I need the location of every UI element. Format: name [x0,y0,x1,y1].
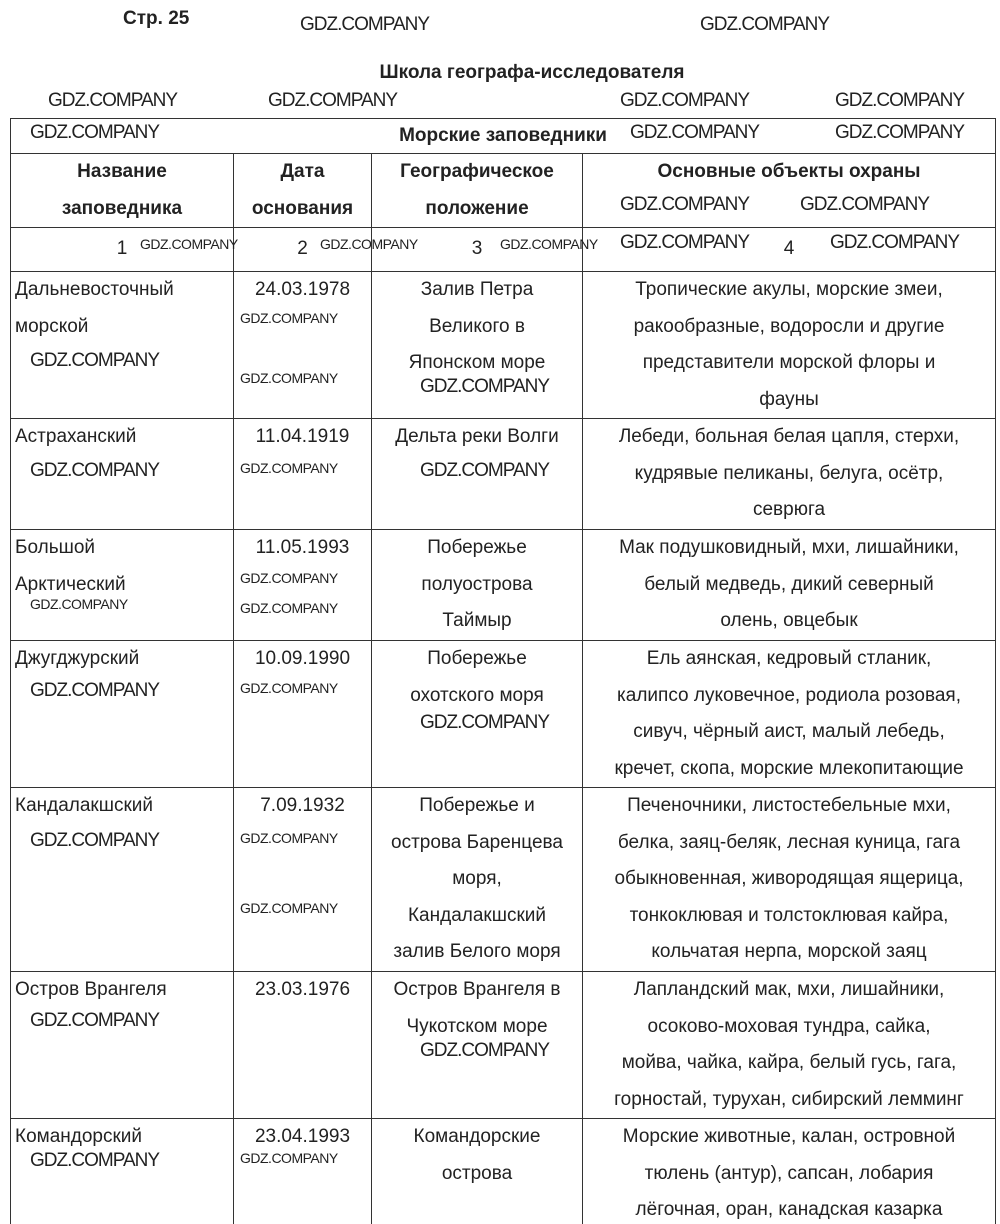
reserve-name: Джугджурский [11,641,234,788]
reserve-name: Дальневосточный морской [11,272,234,419]
reserve-name: Командорский [11,1119,234,1224]
protected-objects: Морские животные, калан, островной тюлень (антур), сапсан, лобария лёгочная, оран, канадская казарка [583,1119,996,1224]
watermark: GDZ.COMPANY [420,1040,550,1061]
table-row [11,972,996,1119]
watermark: GDZ.COMPANY [420,460,550,481]
geographic-location: Побережье охотского моря [372,641,583,788]
watermark: GDZ.COMPANY [320,236,418,252]
watermark: GDZ.COMPANY [835,122,965,143]
column-number: 3 [372,228,583,272]
watermark: GDZ.COMPANY [30,596,128,612]
watermark: GDZ.COMPANY [830,232,960,253]
geographic-location: Побережье полуострова Таймыр [372,530,583,641]
column-number: 2 [234,228,372,272]
page-number: Стр. 25 [123,8,190,29]
geographic-location: Побережье и острова Баренцева моря, Кандалакшский залив Белого моря [372,788,583,972]
watermark: GDZ.COMPANY [48,90,178,111]
header-location: Географическое положение [372,154,583,228]
reserve-name: Кандалакшский [11,788,234,972]
protected-objects: Лапландский мак, мхи, лишайники, осоково-моховая тундра, сайка, мойва, чайка, кайра, белый гусь, гага, горностай, турухан, сибирский лемминг [583,972,996,1119]
founding-date: 7.09.1932 [234,788,372,972]
founding-date: 24.03.1978 [234,272,372,419]
watermark: GDZ.COMPANY [240,830,338,846]
watermark: GDZ.COMPANY [30,122,160,143]
watermark: GDZ.COMPANY [30,680,160,701]
protected-objects: Лебеди, больная белая цапля, стерхи, кудрявые пеликаны, белуга, осётр, севрюга [583,419,996,530]
header-objects: Основные объекты охраны [583,154,996,228]
founding-date: 23.04.1993 [234,1119,372,1224]
watermark: GDZ.COMPANY [300,14,430,35]
watermark: GDZ.COMPANY [240,600,338,616]
watermark: GDZ.COMPANY [30,1010,160,1031]
header-name: Название заповедника [11,154,234,228]
geographic-location: Залив Петра Великого в Японском море [372,272,583,419]
watermark: GDZ.COMPANY [240,900,338,916]
watermark: GDZ.COMPANY [240,370,338,386]
table-row [11,272,996,419]
geographic-location: Остров Врангеля в Чукотском море [372,972,583,1119]
watermark: GDZ.COMPANY [420,376,550,397]
geographic-location: Командорские острова [372,1119,583,1224]
table-row [11,530,996,641]
reserves-table [10,118,996,1224]
watermark: GDZ.COMPANY [620,232,750,253]
founding-date: 10.09.1990 [234,641,372,788]
founding-date: 11.04.1919 [234,419,372,530]
watermark: GDZ.COMPANY [700,14,830,35]
watermark: GDZ.COMPANY [268,90,398,111]
watermark: GDZ.COMPANY [30,1150,160,1171]
watermark: GDZ.COMPANY [240,460,338,476]
watermark: GDZ.COMPANY [240,1150,338,1166]
watermark: GDZ.COMPANY [140,236,238,252]
column-number: 4 [583,228,996,272]
table-row [11,788,996,972]
watermark: GDZ.COMPANY [420,712,550,733]
watermark: GDZ.COMPANY [800,194,930,215]
watermark: GDZ.COMPANY [835,90,965,111]
table-row [11,641,996,788]
column-number: 1 [11,228,234,272]
reserve-name: Астраханский [11,419,234,530]
protected-objects: Печеночники, листостебельные мхи, белка, заяц-беляк, лесная куница, гага обыкновенная, живородящая ящерица, тонкоклювая и толстоклювая кайра, кольчатая нерпа, морской заяц [583,788,996,972]
watermark: GDZ.COMPANY [620,90,750,111]
watermark: GDZ.COMPANY [30,460,160,481]
watermark: GDZ.COMPANY [500,236,598,252]
reserve-name: Большой Арктический [11,530,234,641]
protected-objects: Мак подушковидный, мхи, лишайники, белый медведь, дикий северный олень, овцебык [583,530,996,641]
table-caption: Морские заповедники [11,119,996,154]
founding-date: 11.05.1993 [234,530,372,641]
document-title: Школа географа-исследователя [379,62,685,83]
watermark: GDZ.COMPANY [240,570,338,586]
header-date: Дата основания [234,154,372,228]
reserve-name: Остров Врангеля [11,972,234,1119]
watermark: GDZ.COMPANY [630,122,760,143]
protected-objects: Ель аянская, кедровый стланик, калипсо луковечное, родиола розовая, сивуч, чёрный аист, малый лебедь, кречет, скопа, морские млекопитающие [583,641,996,788]
watermark: GDZ.COMPANY [30,830,160,851]
watermark: GDZ.COMPANY [30,350,160,371]
founding-date: 23.03.1976 [234,972,372,1119]
protected-objects: Тропические акулы, морские змеи, ракообразные, водоросли и другие представители морской флоры и фауны [583,272,996,419]
table-row [11,419,996,530]
watermark: GDZ.COMPANY [240,310,338,326]
table-row [11,1119,996,1224]
geographic-location: Дельта реки Волги [372,419,583,530]
watermark: GDZ.COMPANY [240,680,338,696]
watermark: GDZ.COMPANY [620,194,750,215]
